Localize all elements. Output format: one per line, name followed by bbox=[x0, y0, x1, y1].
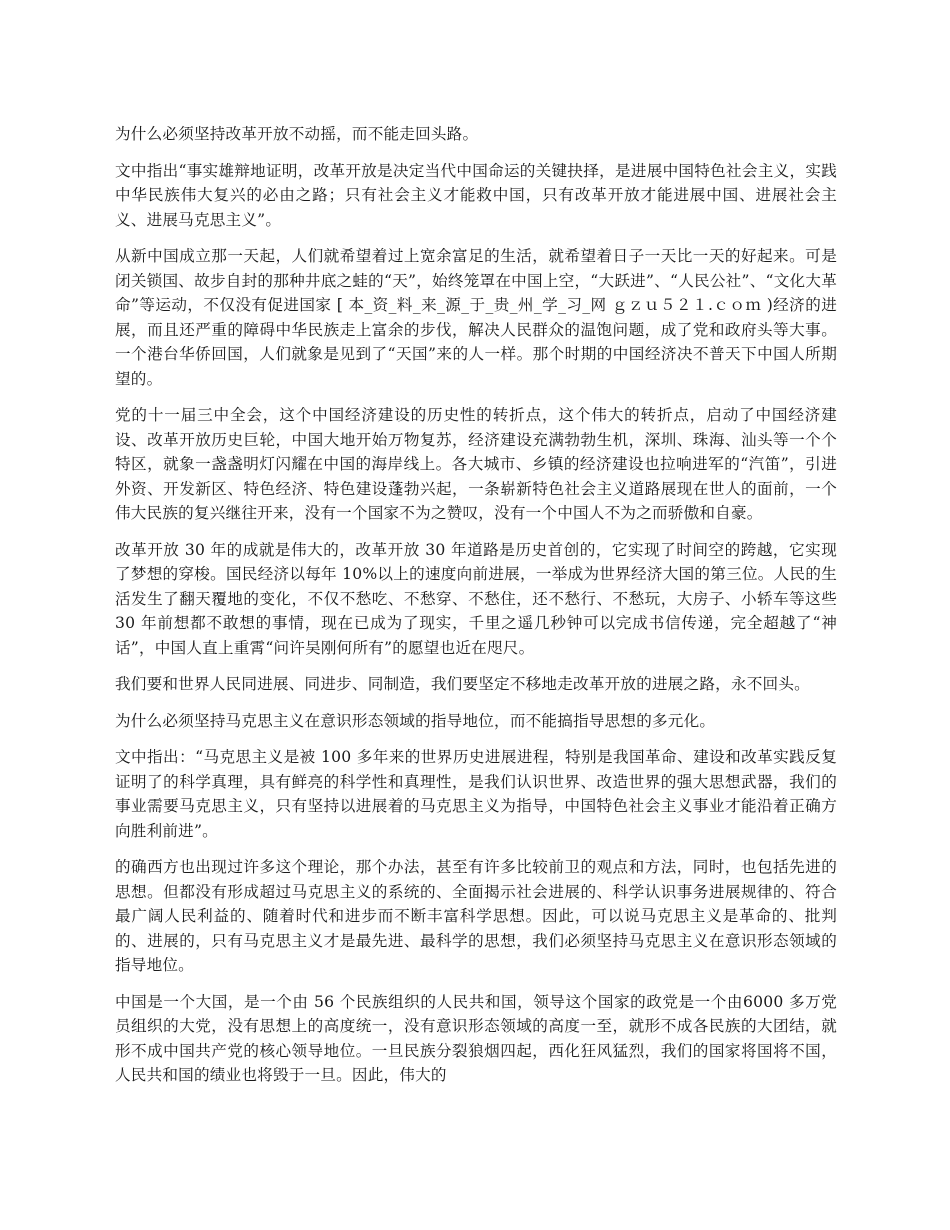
paragraph-7: 为什么必须坚持马克思主义在意识形态领域的指导地位，而不能搞指导思想的多元化。 bbox=[115, 711, 716, 730]
paragraph-6: 我们要和世界人民同进展、同进步、同制造，我们要坚定不移地走改革开放的进展之路，永不回头。 bbox=[115, 675, 810, 693]
paragraph-8: 文中指出：“马克思主义是被 100 多年来的世界历史进展进程，特别是我国革命、建设和改革实践反复证明了的科学真理，具有鲜亮的科学性和真理性，是我们认识世界、改造世界的强大思想武器，我们的事业需要马克思主义，只有坚持以进展着的马克思主义为指导，中国特色社会主义事业才能沿着正确方向胜利前进”。 bbox=[115, 748, 837, 840]
paragraph-4: 党的十一届三中全会，这个中国经济建设的历史性的转折点，这个伟大的转折点，启动了中国经济建设、改革开放历史巨轮，中国大地开始万物复苏，经济建设充满勃勃生机，深圳、珠海、汕头等一个个特区，就象一盏盏明灯闪耀在中国的海岸线上。各大城市、乡镇的经济建设也拉响进军的“汽笛”，引进外资、开发新区、特色经济、特色建设蓬勃兴起，一条崭新特色社会主义道路展现在世人的面前，一个伟大民族的复兴继往开来，没有一个国家不为之赞叹，没有一个中国人不为之而骄傲和自豪。 bbox=[115, 406, 837, 522]
paragraph-1: 为什么必须坚持改革开放不动摇，而不能走回头路。 bbox=[115, 125, 479, 143]
paragraph-3: 从新中国成立那一天起，人们就希望着过上宽余富足的生活，就希望着日子一天比一天的好起来。可是闭关锁国、故步自封的那种井底之蛙的“天”，始终笼罩在中国上空，“大跃进”、“人民公社”、“文化大革命”等运动，不仅没有促进国家 [ 本_资_料_来_源_于_贵_州_学_习_网 ｇｚｕ５２１.ｃｏｍ )经济的进展，而且还严重的障碍中华民族走上富余的步伐，解决人民群众的温饱问题，成了党和政府头等大事。一个港台华侨回国，人们就象是见到了“天国”来的人一样。那个时期的中国经济决不普天下中国人所期望的。 bbox=[115, 247, 837, 388]
paragraph-9: 的确西方也出现过许多这个理论，那个办法，甚至有许多比较前卫的观点和方法，同时，也包括先进的思想。但都没有形成超过马克思主义的系统的、全面揭示社会进展的、科学认识事务进展规律的、符合最广阔人民利益的、随着时代和进步而不断丰富科学思想。因此，可以说马克思主义是革命的、批判的、进展的，只有马克思主义才是最先进、最科学的思想，我们必须坚持马克思主义在意识形态领域的指导地位。 bbox=[115, 858, 837, 974]
paragraph-5: 改革开放 30 年的成就是伟大的，改革开放 30 年道路是历史首创的，它实现了时间空的跨越，它实现了梦想的穿梭。国民经济以每年 10%以上的速度向前进展，一举成为世界经济大国的第三位。人民的生活发生了翻天覆地的变化，不仅不愁吃、不愁穿、不愁住，还不愁行、不愁玩，大房子、小轿车等这些 30 年前想都不敢想的事情，现在已成为了现实，千里之遥几秒钟可以完成书信传递，完全超越了“神话”，中国人直上重霄“问许吴刚何所有”的愿望也近在咫尺。 bbox=[115, 540, 837, 657]
paragraph-10: 中国是一个大国，是一个由 56 个民族组织的人民共和国，领导这个国家的政党是一个由6000 多万党员组织的大党，没有思想上的高度统一，没有意识形态领域的高度一至，就形不成各民族的大团结，就形不成中国共产党的核心领导地位。一旦民族分裂狼烟四起，西化狂风猛烈，我们的国家将国将不国，人民共和国的绩业也将毁于一旦。因此，伟大的 bbox=[115, 992, 837, 1084]
document-body bbox=[115, 122, 837, 1100]
paragraph-2: 文中指出“事实雄辩地证明，改革开放是决定当代中国命运的关键抉择，是进展中国特色社会主义，实践中华民族伟大复兴的必由之路；只有社会主义才能救中国，只有改革开放才能进展中国、进展社会主义、进展马克思主义”。 bbox=[115, 161, 837, 229]
